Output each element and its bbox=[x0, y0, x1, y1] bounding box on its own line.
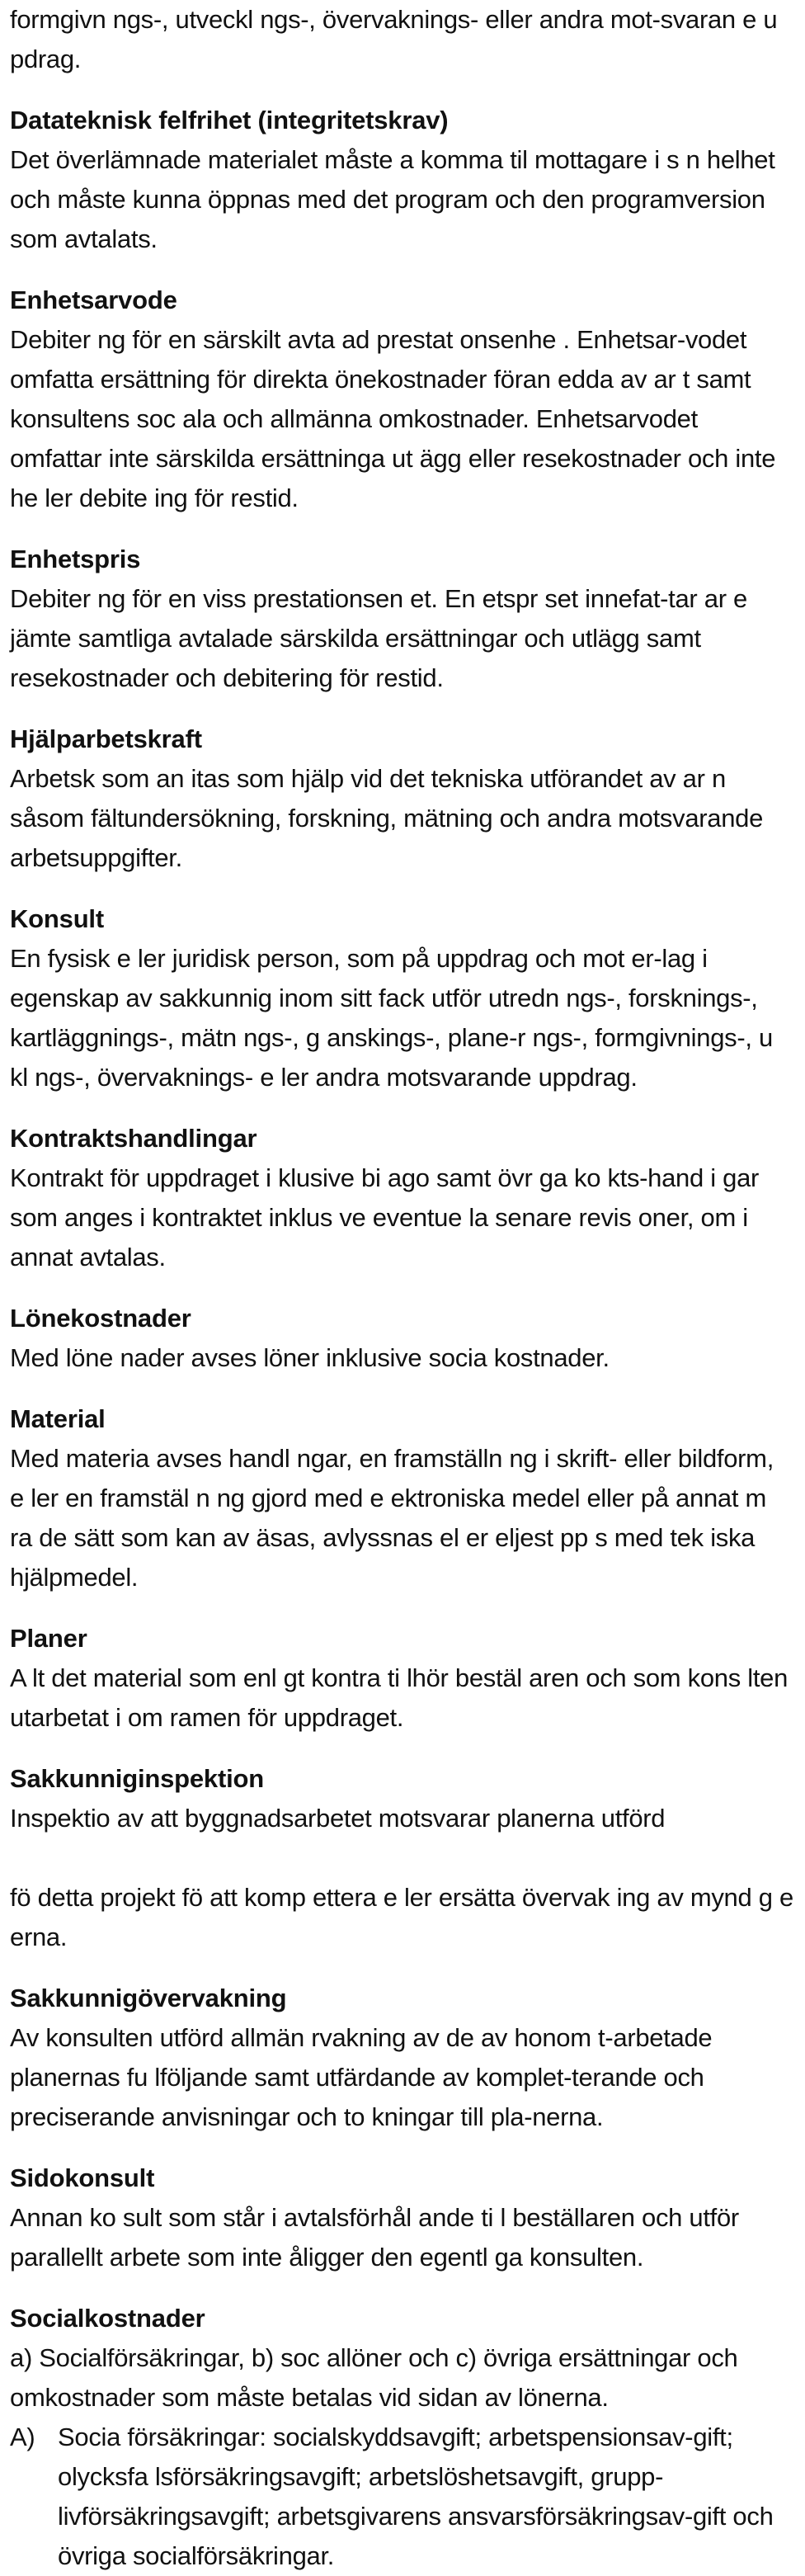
lead-paragraph: formgivn ngs-, utveckl ngs-, övervaknings- eller andra mot-svaran e u pdrag. bbox=[10, 5, 778, 73]
definition-text: Det överlämnade materialet måste a komma til mottagare i s n helhet och måste kunna öppnas med det program och den programversion som avtalats. bbox=[10, 145, 775, 253]
definition-entry bbox=[10, 1979, 793, 2137]
definition-term: Planer bbox=[10, 1624, 87, 1653]
definition-text: Inspektio av att byggnadsarbetet motsvarar planerna utförd fö detta projekt fö att komp ettera e ler ersätta övervak ing av mynd g e erna. bbox=[10, 1804, 793, 1951]
definition-text: Med löne nader avses löner inklusive socia kostnader. bbox=[10, 1343, 610, 1372]
definition-term: Enhetsarvode bbox=[10, 285, 177, 314]
definition-entry bbox=[10, 1619, 793, 1738]
definition-text: A lt det material som enl gt kontra ti lhör bestäl aren och som kons lten utarbetat i om ramen för uppdraget. bbox=[10, 1663, 789, 1732]
definition-entry bbox=[10, 2299, 793, 2418]
definition-entry bbox=[10, 540, 793, 698]
definition-term: Konsult bbox=[10, 904, 104, 933]
sub-list-text: Socia försäkringar: socialskyddsavgift; arbetspensionsav-gift; olycksfa lsförsäkringsavgift; arbetslöshetsavgift, grupp-livförsäkringsavgift; arbetsgivarens ansvarsförsäkringsav-gift och övriga socialförsäkringar. bbox=[58, 2423, 774, 2570]
definition-entry bbox=[10, 899, 793, 1097]
definition-entry bbox=[10, 101, 793, 259]
definition-text: Med materia avses handl ngar, en framställn ng i skrift- eller bildform, e ler en framstäl n ng gjord med e ektroniska medel eller på annat m ra de sätt som kan av äsas, avlyssnas el er eljest pp s med tek iska hjälpmedel. bbox=[10, 1444, 774, 1592]
definition-term: Sakkunniginspektion bbox=[10, 1764, 264, 1793]
definition-entry bbox=[10, 1759, 793, 1957]
definition-text: Annan ko sult som står i avtalsförhål ande ti l beställaren och utför parallellt arbete som inte åligger den egentl ga konsulten. bbox=[10, 2203, 739, 2272]
sub-list-marker: A) bbox=[10, 2423, 35, 2451]
definition-text: a) Socialförsäkringar, b) soc allöner och c) övriga ersättningar och omkostnader som måste betalas vid sidan av lönerna. bbox=[10, 2343, 738, 2412]
definition-term: Lönekostnader bbox=[10, 1304, 191, 1333]
definition-text: Kontrakt för uppdraget i klusive bi ago samt övr ga ko kts-hand i gar som anges i kontraktet inklus ve eventue la senare revis oner, om i annat avtalas. bbox=[10, 1163, 760, 1271]
definition-text: En fysisk e ler juridisk person, som på uppdrag och mot er-lag i egenskap av sakkunnig inom sitt fack utför utredn ngs-, forsknings-, kartläggnings-, mätn ngs-, g anskings-, plane-r ngs-, formgivnings-, u kl ngs-, övervaknings- e ler andra motsvarande uppdrag. bbox=[10, 944, 773, 1092]
definition-term: Sakkunnigövervakning bbox=[10, 1984, 287, 2012]
definition-entry bbox=[10, 719, 793, 878]
definition-term: Kontraktshandlingar bbox=[10, 1124, 257, 1153]
definition-term: Hjälparbetskraft bbox=[10, 724, 202, 753]
definition-text: Av konsulten utförd allmän rvakning av de av honom t-arbetade planernas fu lföljande samt utfärdande av komplet-terande och preciserande anvisningar och to kningar till pla-nerna. bbox=[10, 2023, 713, 2131]
definition-term: Socialkostnader bbox=[10, 2304, 205, 2333]
definition-entry bbox=[10, 2158, 793, 2277]
definition-entry bbox=[10, 281, 793, 518]
definition-text: Debiter ng för en viss prestationsen et. En etspr set innefat-tar ar e jämte samtliga avtalade särskilda ersättningar och utlägg samt resekostnader och debitering för restid. bbox=[10, 584, 747, 692]
definition-term: Datateknisk felfrihet (integritetskrav) bbox=[10, 106, 449, 134]
sub-list-item bbox=[10, 2418, 793, 2576]
definition-text: Debiter ng för en särskilt avta ad prestat onsenhe . Enhetsar-vodet omfatta ersättning för direkta önekostnader föran edda av ar t samt konsultens soc ala och allmänna omkostnader. Enhetsarvodet omfattar inte särskilda ersättninga ut ägg eller resekostnader och inte he ler debite ing för restid. bbox=[10, 325, 776, 512]
definition-entry bbox=[10, 1399, 793, 1597]
definition-term: Sidokonsult bbox=[10, 2163, 155, 2192]
definition-entry bbox=[10, 1299, 793, 1378]
definition-text: Arbetsk som an itas som hjälp vid det tekniska utförandet av ar n såsom fältundersökning, forskning, mätning och andra motsvarande arbetsuppgifter. bbox=[10, 764, 764, 872]
definition-term: Enhetspris bbox=[10, 545, 141, 573]
definition-list bbox=[10, 101, 793, 2418]
definition-term: Material bbox=[10, 1404, 106, 1433]
definition-entry bbox=[10, 1119, 793, 1277]
